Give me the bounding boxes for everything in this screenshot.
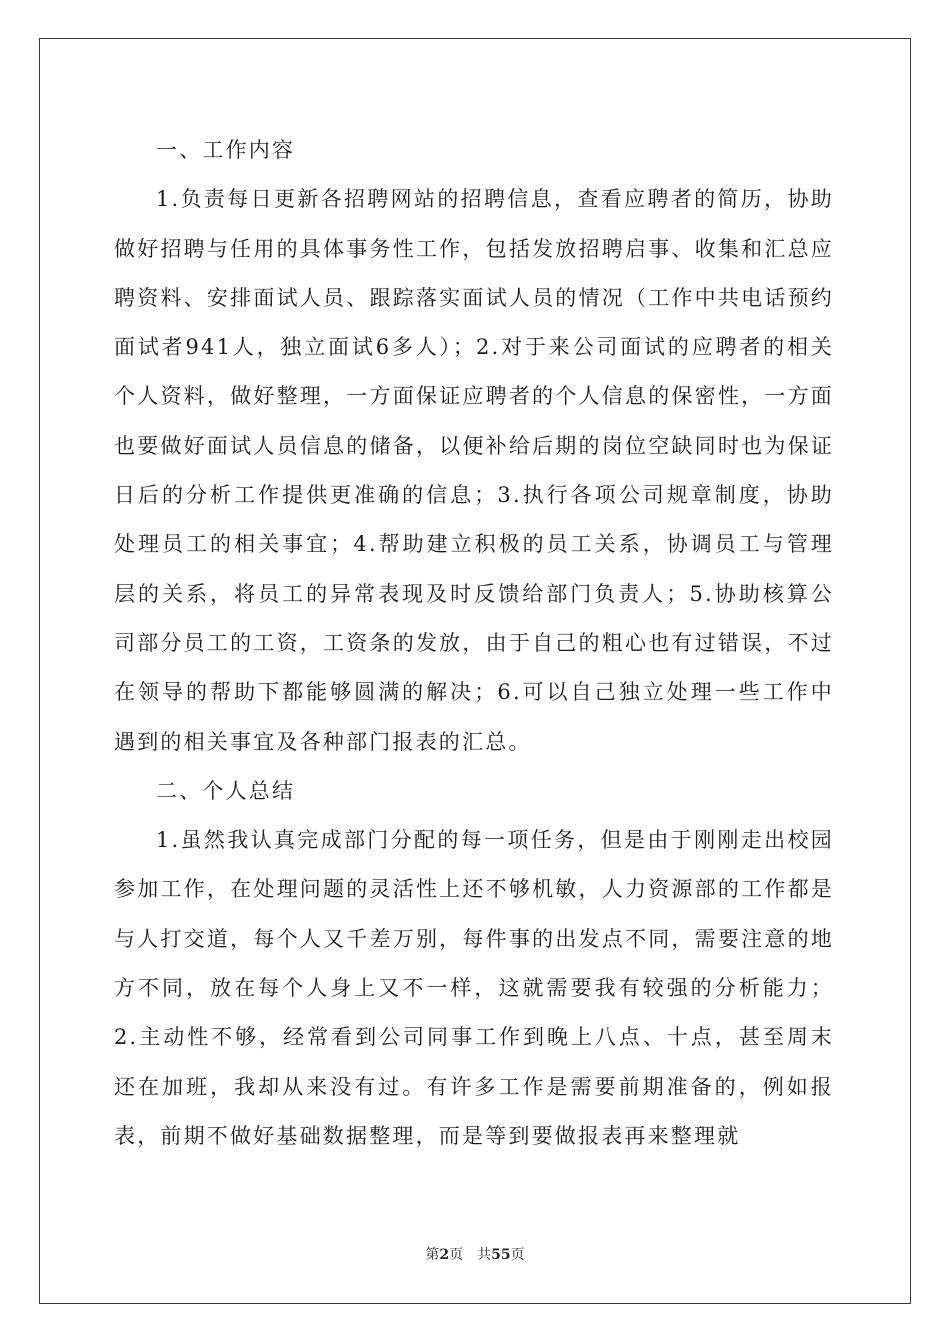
section-heading-personal-summary: 二、个人总结	[156, 778, 296, 803]
footer-page-prefix: 第	[425, 1247, 440, 1263]
footer-total-pages: 55	[491, 1247, 511, 1263]
footer-page-number: 2	[439, 1247, 450, 1263]
footer-total-suffix: 页	[510, 1247, 525, 1263]
page-footer	[0, 1244, 950, 1264]
footer-page-suffix: 页	[449, 1247, 464, 1263]
section-heading-work-content: 一、工作内容	[156, 138, 296, 162]
document-body	[114, 126, 834, 1161]
work-content-paragraph: 1.负责每日更新各招聘网站的招聘信息，查看应聘者的简历，协助做好招聘与任用的具体事务性工作，包括发放招聘启事、收集和汇总应聘资料、安排面试人员、跟踪落实面试人员的情况（工作中共电话预约面试者941人，独立面试6多人）；2.对于来公司面试的应聘者的相关个人资料，做好整理，一方面保证应聘者的个人信息的保密性，一方面也要做好面试人员信息的储备，以便补给后期的岗位空缺同时也为保证日后的分析工作提供更准确的信息；3.执行各项公司规章制度，协助处理员工的相关事宜；4.帮助建立积极的员工关系，协调员工与管理层的关系，将员工的异常表现及时反馈给部门负责人；5.协助核算公司部分员工的工资，工资条的发放，由于自己的粗心也有过错误，不过在领导的帮助下都能够圆满的解决；6.可以自己独立处理一些工作中遇到的相关事宜及各种部门报表的汇总。	[114, 187, 834, 754]
footer-total-prefix: 共	[477, 1247, 492, 1263]
personal-summary-paragraph: 1.虽然我认真完成部门分配的每一项任务，但是由于刚刚走出校园参加工作，在处理问题的灵活性上还不够机敏，人力资源部的工作都是与人打交道，每个人又千差万别，每件事的出发点不同，需要注意的地方不同，放在每个人身上又不一样，这就需要我有较强的分析能力；2.主动性不够，经常看到公司同事工作到晚上八点、十点，甚至周末还在加班，我却从来没有过。有许多工作是需要前期准备的，例如报表，前期不做好基础数据整理，而是等到要做报表再来整理就	[114, 828, 834, 1148]
